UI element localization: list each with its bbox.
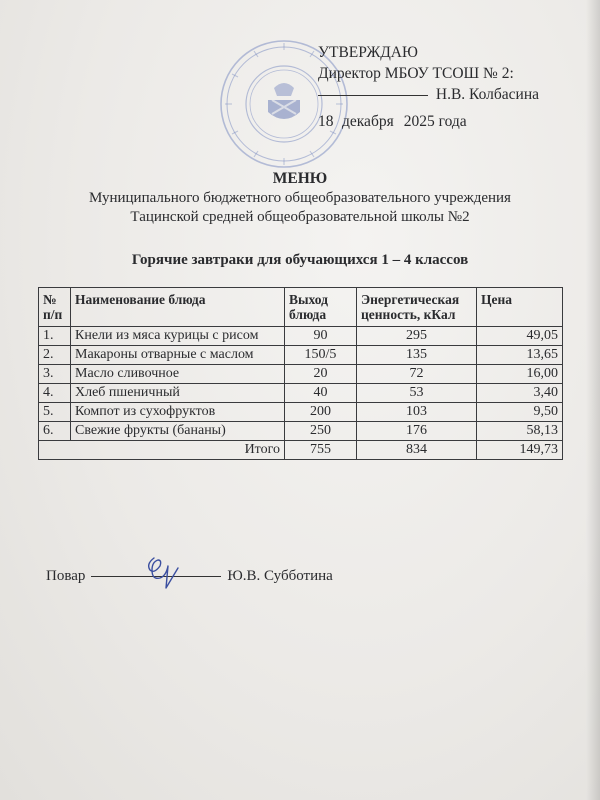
dish-output: 90 (285, 327, 357, 346)
row-num: 2. (39, 346, 71, 365)
dish-price: 16,00 (477, 365, 563, 384)
handwritten-signature (140, 548, 200, 592)
header-num: № п/п (39, 288, 71, 327)
dish-name: Макароны отварные с маслом (71, 346, 285, 365)
document-title: МЕНЮ (272, 170, 328, 187)
dish-output: 40 (285, 384, 357, 403)
dish-price: 13,65 (477, 346, 563, 365)
dish-price: 58,13 (477, 422, 563, 441)
total-price: 149,73 (477, 441, 563, 460)
signature-line (318, 95, 428, 96)
page-edge-shadow (586, 0, 600, 800)
approval-heading: УТВЕРЖДАЮ (318, 44, 418, 61)
approval-block (318, 42, 539, 132)
total-output: 755 (285, 441, 357, 460)
dish-energy: 103 (357, 403, 477, 422)
table-row (39, 327, 563, 346)
dish-name: Масло сливочное (71, 365, 285, 384)
organization-line-2: Тацинской средней общеобразовательной школы №2 (130, 209, 470, 225)
total-energy: 834 (357, 441, 477, 460)
row-num: 3. (39, 365, 71, 384)
total-label: Итого (39, 441, 285, 460)
table-header-row (39, 288, 563, 327)
approval-position: Директор МБОУ ТСОШ № 2: (318, 65, 514, 82)
header-energy: Энергетическая ценность, кКал (357, 288, 477, 327)
header-price: Цена (477, 288, 563, 327)
table-row (39, 403, 563, 422)
dish-name: Свежие фрукты (бананы) (71, 422, 285, 441)
approval-date (318, 111, 539, 132)
date-year: 2025 года (403, 113, 467, 130)
dish-energy: 135 (357, 346, 477, 365)
menu-subtitle: Горячие завтраки для обучающихся 1 – 4 классов (131, 252, 469, 268)
table-row (39, 422, 563, 441)
organization-line-1: Муниципального бюджетного общеобразовательного учреждения (89, 190, 511, 206)
dish-output: 250 (285, 422, 357, 441)
table-row (39, 384, 563, 403)
dish-energy: 176 (357, 422, 477, 441)
dish-price: 49,05 (477, 327, 563, 346)
table-row (39, 365, 563, 384)
cook-name: Ю.В. Субботина (227, 568, 333, 584)
menu-table (38, 287, 563, 460)
dish-output: 150/5 (285, 346, 357, 365)
dish-energy: 295 (357, 327, 477, 346)
row-num: 1. (39, 327, 71, 346)
date-day: 18 (318, 113, 334, 130)
row-num: 4. (39, 384, 71, 403)
date-month: декабря (342, 113, 394, 130)
approval-signature-row (318, 84, 539, 105)
dish-price: 9,50 (477, 403, 563, 422)
dish-price: 3,40 (477, 384, 563, 403)
table-total-row (39, 441, 563, 460)
cook-label: Повар (46, 568, 86, 584)
row-num: 5. (39, 403, 71, 422)
director-name: Н.В. Колбасина (435, 86, 539, 103)
table-row (39, 346, 563, 365)
dish-energy: 53 (357, 384, 477, 403)
dish-name: Хлеб пшеничный (71, 384, 285, 403)
dish-name: Компот из сухофруктов (71, 403, 285, 422)
row-num: 6. (39, 422, 71, 441)
header-output: Выход блюда (285, 288, 357, 327)
header-name: Наименование блюда (71, 288, 285, 327)
dish-output: 200 (285, 403, 357, 422)
dish-energy: 72 (357, 365, 477, 384)
dish-output: 20 (285, 365, 357, 384)
dish-name: Кнели из мяса курицы с рисом (71, 327, 285, 346)
